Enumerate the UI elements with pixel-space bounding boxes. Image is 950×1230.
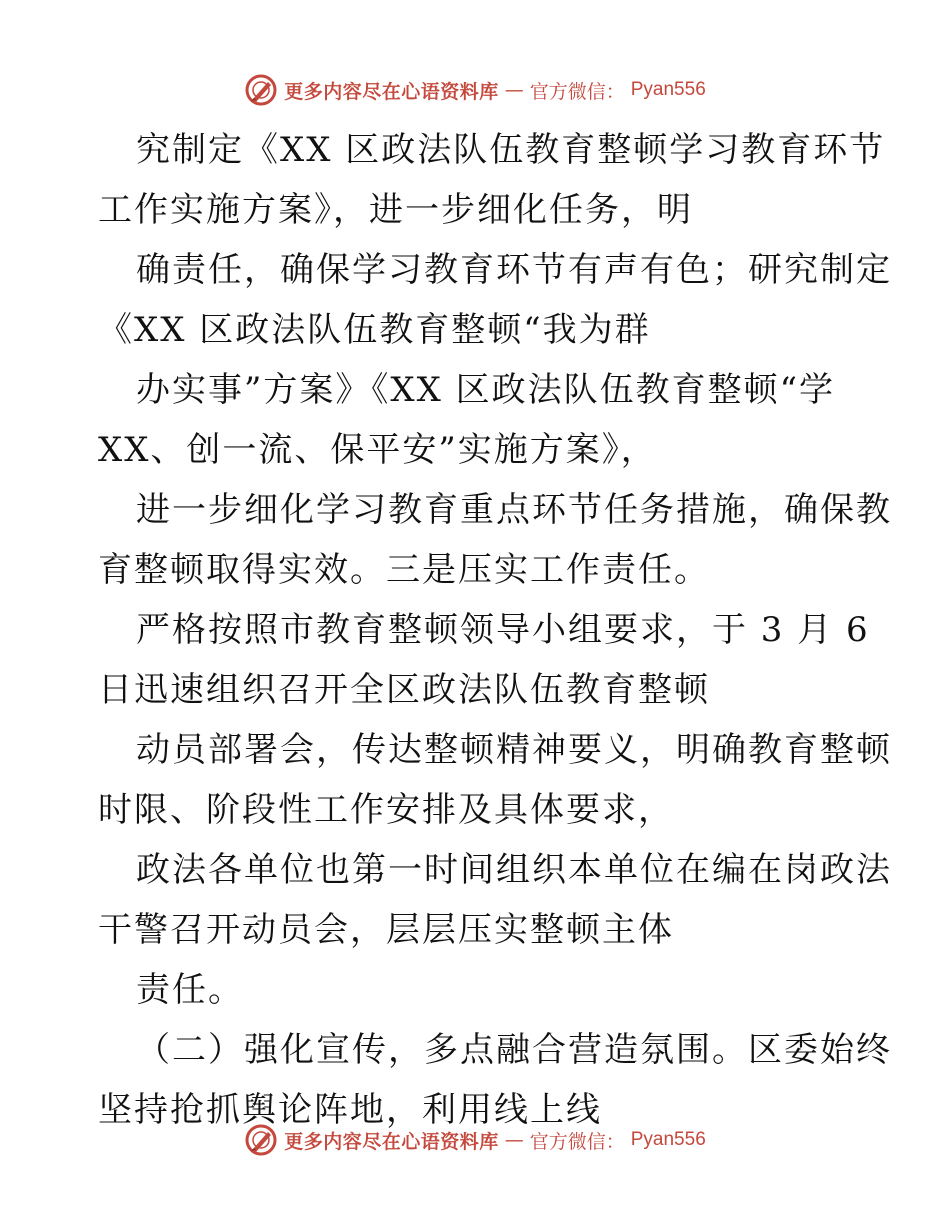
watermark-brand-text: 更多内容尽在心语资料库 <box>284 1130 499 1153</box>
text-line: 育整顿取得实效。三是压实工作责任。 <box>98 550 710 590</box>
document-body <box>98 120 892 1140</box>
text-line: 时限、阶段性工作安排及具体要求， <box>98 790 674 830</box>
text-line: （二）强化宣传，多点融合营造氛围。区委始终 <box>136 1030 892 1070</box>
text-line: 动员部署会，传达整顿精神要义，明确教育整顿 <box>136 730 892 770</box>
text-line: 工作实施方案》，进一步细化任务，明 <box>98 190 693 230</box>
watermark-separator: — <box>504 1129 524 1151</box>
text-line: 办实事”方案》《XX 区政法队伍教育整顿“学 <box>136 370 835 410</box>
watermark-official-label: 官方微信： <box>529 1130 625 1153</box>
watermark-official-label: 官方微信： <box>529 80 625 103</box>
text-line: 进一步细化学习教育重点环节任务措施，确保教 <box>136 490 892 530</box>
watermark-wechat-id: Pyan556 <box>630 79 706 100</box>
watermark-separator: — <box>504 79 524 101</box>
text-line: 干警召开动员会，层层压实整顿主体 <box>98 910 674 950</box>
text-line: 政法各单位也第一时间组织本单位在编在岗政法 <box>136 850 892 890</box>
header-watermark <box>0 70 950 110</box>
footer-watermark <box>0 1120 950 1160</box>
watermark-brand-text: 更多内容尽在心语资料库 <box>284 80 499 103</box>
text-line: 究制定《XX 区政法队伍教育整顿学习教育环节 <box>136 130 886 170</box>
text-line: XX、创一流、保平安”实施方案》， <box>98 430 657 470</box>
text-line: 坚持抢抓舆论阵地，利用线上线 <box>98 1090 602 1130</box>
text-line: 责任。 <box>136 970 244 1010</box>
watermark-wechat-id: Pyan556 <box>630 1129 706 1150</box>
text-line: 确责任，确保学习教育环节有声有色；研究制定 <box>136 250 892 290</box>
text-line: 严格按照市教育整顿领导小组要求，于 3 月 6 <box>136 610 870 650</box>
text-line: 《XX 区政法队伍教育整顿“我为群 <box>98 310 651 350</box>
pen-nib-logo-icon <box>244 1123 278 1157</box>
text-line: 日迅速组织召开全区政法队伍教育整顿 <box>98 670 710 710</box>
pen-nib-logo-icon <box>244 73 278 107</box>
